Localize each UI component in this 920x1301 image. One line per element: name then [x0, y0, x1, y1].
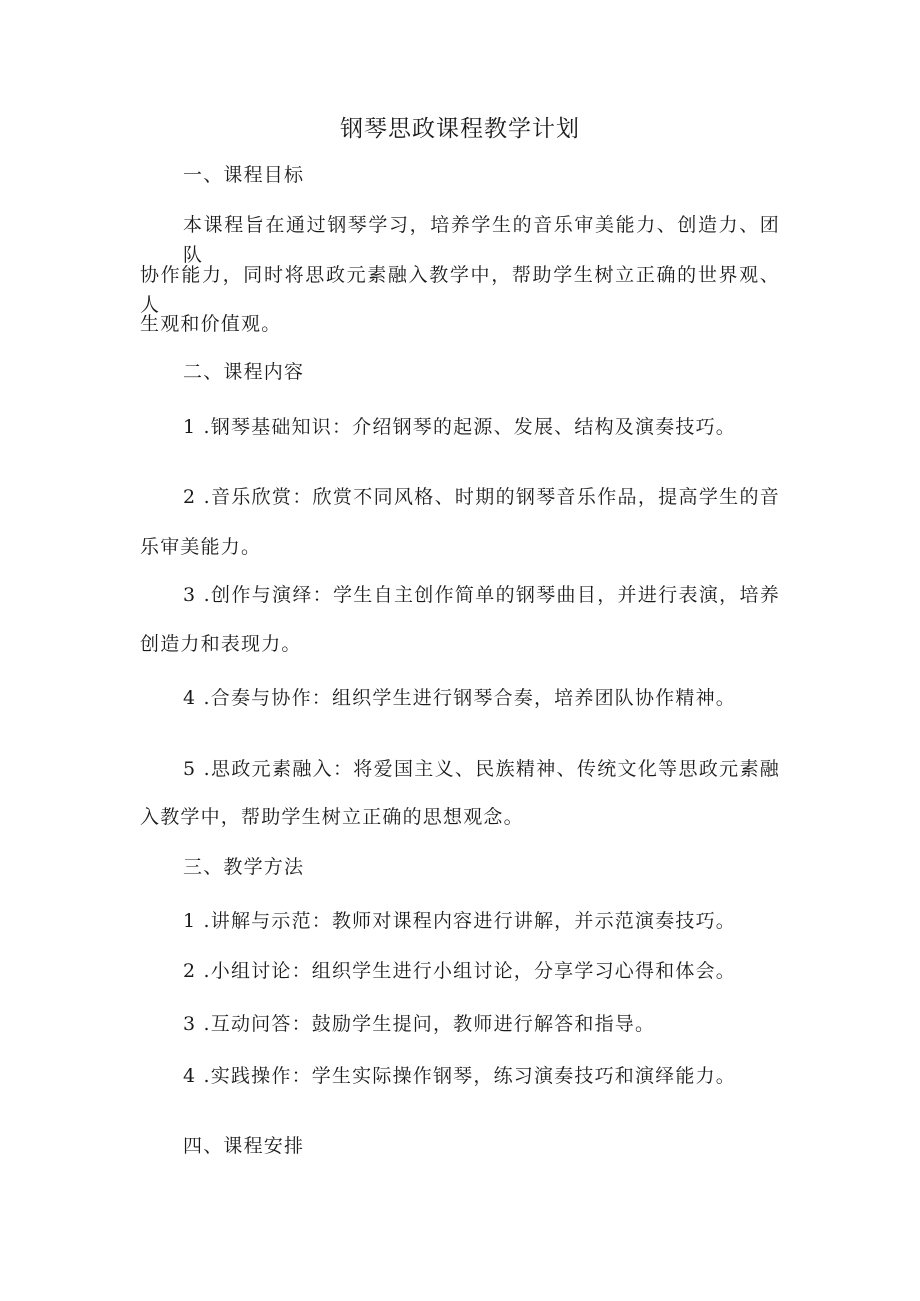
paragraph-line: 生观和价值观。	[140, 313, 282, 335]
list-item: 2 .音乐欣赏：欣赏不同风格、时期的钢琴音乐作品，提高学生的音	[183, 486, 780, 508]
section-heading-methods: 三、教学方法	[183, 856, 305, 878]
list-item: 4 .合奏与协作：组织学生进行钢琴合奏，培养团队协作精神。	[183, 687, 736, 709]
section-heading-content: 二、课程内容	[183, 361, 305, 383]
paragraph-line: 协作能力，同时将思政元素融入教学中，帮助学生树立正确的世界观、人	[140, 264, 780, 316]
list-item: 3 .创作与演绎：学生自主创作简单的钢琴曲目，并进行表演，培养	[183, 584, 780, 606]
list-item-continuation: 乐审美能力。	[140, 536, 262, 558]
list-item: 1 .钢琴基础知识：介绍钢琴的起源、发展、结构及演奏技巧。	[183, 416, 736, 438]
list-item: 2 .小组讨论：组织学生进行小组讨论，分享学习心得和体会。	[183, 960, 736, 982]
section-heading-goals: 一、课程目标	[183, 164, 305, 186]
list-item: 3 .互动问答：鼓励学生提问，教师进行解答和指导。	[183, 1013, 656, 1035]
list-item: 4 .实践操作：学生实际操作钢琴，练习演奏技巧和演绎能力。	[183, 1065, 736, 1087]
list-item-continuation: 入教学中，帮助学生树立正确的思想观念。	[140, 806, 524, 828]
list-item-continuation: 创造力和表现力。	[140, 633, 302, 655]
list-item: 1 .讲解与示范：教师对课程内容进行讲解，并示范演奏技巧。	[183, 910, 736, 932]
paragraph-line: 本课程旨在通过钢琴学习，培养学生的音乐审美能力、创造力、团队	[183, 214, 780, 266]
list-item: 5 .思政元素融入：将爱国主义、民族精神、传统文化等思政元素融	[183, 758, 780, 780]
section-heading-schedule: 四、课程安排	[183, 1135, 305, 1157]
document-title: 钢琴思政课程教学计划	[340, 116, 580, 142]
